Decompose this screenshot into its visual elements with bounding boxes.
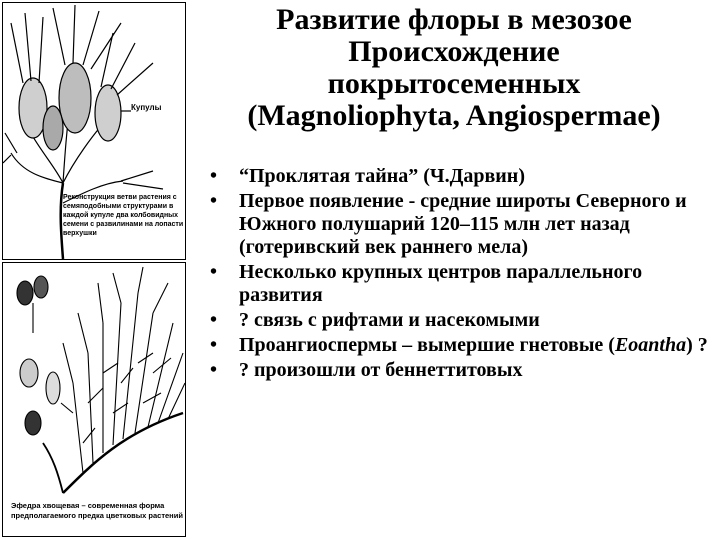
bullet-text: Проангиоспермы – вымершие гнетовые (Eoantha) ? — [239, 334, 708, 356]
bullet-item: • ? произошли от беннеттитовых — [210, 359, 523, 381]
cupule-reconstruction-figure — [2, 2, 186, 260]
bullet-item: • Несколько крупных центров параллельного развития — [210, 261, 643, 306]
bullet-text: Несколько крупных центров параллельного развития — [239, 261, 643, 306]
ephedra-figure-caption: Эфедра хвощевая – современная форма предполагаемого предка цветковых растений — [11, 501, 183, 520]
bullet-text: Первое появление - средние широты Северного и Южного полушарий 120–115 млн лет назад (готеривский век раннего мела) — [239, 190, 687, 258]
italic-genus: Eoantha — [614, 334, 687, 356]
bullet-text: ? произошли от беннеттитовых — [239, 359, 523, 381]
bullet-text: “Проклятая тайна” (Ч.Дарвин) — [239, 165, 525, 187]
bullet-item: • Первое появление - средние широты Северного и Южного полушарий 120–115 млн лет назад (готеривский век раннего мела) — [210, 190, 687, 258]
cupule-label: Купулы — [131, 103, 162, 112]
bullet-item: • Проангиоспермы – вымершие гнетовые (Eoantha) ? — [210, 334, 708, 356]
title-line-4: (Magnoliophyta, Angiospermae) — [247, 99, 661, 132]
ephedra-drawing — [3, 263, 186, 537]
ephedra-figure — [2, 262, 186, 537]
title-line-2: Происхождение — [348, 35, 560, 68]
title-line-3: покрытосеменных — [327, 67, 581, 100]
slide-title — [192, 4, 716, 132]
bullet-item: • “Проклятая тайна” (Ч.Дарвин) — [210, 165, 525, 187]
cupule-figure-caption: Реконструкция ветви растения с семяподобными структурами в каждой купуле два колбовидных семени с развилинами на лопасти верхушки — [63, 194, 184, 237]
title-line-1: Развитие флоры в мезозое — [276, 3, 632, 36]
bullet-list — [204, 165, 712, 384]
bullet-item: • ? связь с рифтами и насекомыми — [210, 309, 540, 331]
bullet-text: ? связь с рифтами и насекомыми — [239, 309, 540, 331]
